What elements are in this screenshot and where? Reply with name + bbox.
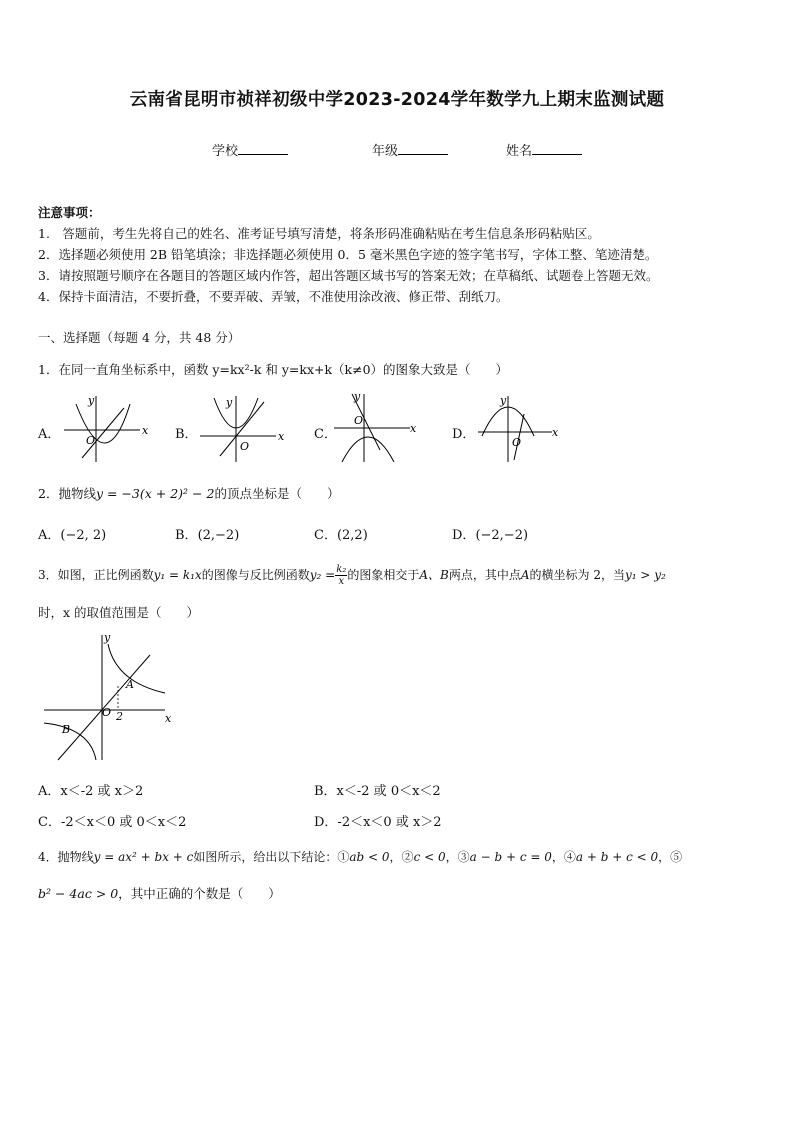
option-label: B． bbox=[175, 528, 198, 543]
q2-stem-post: 的顶点坐标是（ ） bbox=[214, 486, 340, 501]
q3-stem-e: 的横坐标为 2，当 bbox=[529, 568, 625, 582]
q4-sep2: ，② bbox=[389, 850, 414, 864]
notice-heading: 注意事项： bbox=[38, 205, 101, 220]
school-field[interactable] bbox=[212, 140, 288, 159]
tick-2-label: 2 bbox=[116, 710, 123, 723]
q1-option-a-label: A． bbox=[38, 427, 61, 442]
origin-label: O bbox=[354, 414, 364, 427]
x-label: x bbox=[142, 424, 149, 437]
x-label: x bbox=[278, 430, 285, 443]
question-3-stem-line2: 时，x 的取值范围是（ ） bbox=[38, 605, 200, 620]
q3-f2-lhs: y₂ = bbox=[309, 568, 336, 582]
q1-graph-a bbox=[60, 392, 150, 464]
y-label: y bbox=[354, 390, 361, 403]
option-value: (2,−2) bbox=[197, 528, 240, 543]
q4-sep4: ，④ bbox=[551, 850, 576, 864]
question-4-stem-line2 bbox=[38, 884, 281, 902]
origin-label: O bbox=[512, 436, 522, 449]
q4-c4: a + b + c < 0 bbox=[575, 850, 659, 864]
q4-sep5: ，⑤ bbox=[658, 850, 683, 864]
section-heading: 一、选择题（每题 4 分，共 48 分） bbox=[38, 330, 241, 345]
option-label: C． bbox=[314, 528, 337, 543]
q3-pts: A、B bbox=[419, 568, 449, 582]
q2-option-a bbox=[38, 524, 106, 543]
origin-label: O bbox=[102, 706, 112, 719]
q2-stem-pre: 2．抛物线 bbox=[38, 486, 96, 501]
q1-option-b-label: B． bbox=[175, 427, 198, 442]
q2-option-c bbox=[314, 524, 368, 543]
q1-option-c-label: C． bbox=[314, 427, 337, 442]
point-b-label: B bbox=[62, 723, 71, 736]
option-value: (−2,−2) bbox=[475, 528, 529, 543]
q3-option-d: D．-2＜x＜0 或 x＞2 bbox=[314, 815, 442, 830]
q4-c2: c < 0 bbox=[413, 850, 446, 864]
x-label: x bbox=[165, 712, 172, 725]
y-label: y bbox=[88, 394, 95, 407]
x-label: x bbox=[410, 422, 417, 435]
q3-pt-a: A bbox=[520, 568, 530, 582]
q1-graph-b bbox=[196, 392, 291, 464]
q3-stem-a: 3．如图，正比例函数 bbox=[38, 568, 154, 582]
origin-label: O bbox=[240, 440, 250, 453]
grade-field[interactable] bbox=[372, 140, 448, 159]
q1-graph-c bbox=[330, 390, 425, 465]
q3-option-a: A．x＜-2 或 x＞2 bbox=[38, 784, 144, 799]
option-label: D． bbox=[452, 528, 476, 543]
q3-option-c: C．-2＜x＜0 或 0＜x＜2 bbox=[38, 815, 187, 830]
y-label: y bbox=[500, 394, 507, 407]
notice-item: 4．保持卡面清洁，不要折叠，不要弄破、弄皱，不准使用涂改液、修正带、刮纸刀。 bbox=[38, 289, 509, 304]
name-blank bbox=[532, 142, 582, 155]
q2-formula: y = −3(x + 2)² − 2 bbox=[95, 486, 215, 501]
q2-option-d bbox=[452, 524, 528, 543]
q3-f1: y₁ = k₁x bbox=[153, 568, 202, 582]
question-4-stem bbox=[38, 848, 682, 865]
x-label: x bbox=[552, 426, 559, 439]
q3-stem-b: 的图像与反比例函数 bbox=[201, 568, 310, 582]
notice-item: 1. 答题前，考生先将自己的姓名、准考证号填写清楚，将条形码准确粘贴在考生信息条形码粘贴区。 bbox=[38, 226, 600, 241]
q3-f2-den: x bbox=[338, 576, 345, 587]
name-field[interactable] bbox=[506, 140, 582, 159]
hyperbola-right bbox=[108, 644, 165, 693]
option-value: (2,2) bbox=[336, 528, 368, 543]
q4-formula: y = ax² + bx + c bbox=[93, 850, 194, 864]
origin-label: O bbox=[86, 434, 96, 447]
question-2-stem bbox=[38, 484, 339, 502]
option-label: A． bbox=[38, 528, 61, 543]
school-label: 学校 bbox=[212, 144, 239, 159]
q3-stem-d: 两点，其中点 bbox=[448, 568, 521, 582]
y-label: y bbox=[104, 631, 111, 644]
point-a-label: A bbox=[126, 678, 134, 691]
grade-label: 年级 bbox=[372, 144, 399, 159]
q4-stem-pre: 4．抛物线 bbox=[38, 850, 94, 864]
option-value: (−2, 2) bbox=[60, 528, 107, 543]
q4-c3: a − b + c = 0 bbox=[469, 850, 552, 864]
school-blank bbox=[238, 142, 288, 155]
q4-sep3: ，③ bbox=[445, 850, 470, 864]
q3-option-b: B．x＜-2 或 0＜x＜2 bbox=[314, 784, 441, 799]
q4-c5: b² − 4ac > 0 bbox=[38, 886, 119, 901]
q1-option-d-label: D． bbox=[452, 427, 476, 442]
notice-item: 2．选择题必须使用 2B 铅笔填涂；非选择题必须使用 0．5 毫米黑色字迹的签字笔书写，字体工整、笔迹清楚。 bbox=[38, 247, 658, 262]
grade-blank bbox=[398, 142, 448, 155]
q3-f2-num: k₂ bbox=[336, 564, 347, 575]
name-label: 姓名 bbox=[506, 144, 533, 159]
q3-f2-fraction bbox=[335, 564, 347, 587]
q3-cond: y₁ > y₂ bbox=[624, 568, 666, 582]
notice-item: 3．请按照题号顺序在各题目的答题区域内作答，超出答题区域书写的答案无效；在草稿纸、试题卷上答题无效。 bbox=[38, 268, 659, 283]
question-1-stem: 1．在同一直角坐标系中，函数 y=kx²-k 和 y=kx+k（k≠0）的图象大致是（ ） bbox=[38, 362, 509, 377]
q4-c1: ab < 0 bbox=[349, 850, 390, 864]
y-label: y bbox=[226, 396, 233, 409]
q1-graph-d bbox=[474, 392, 564, 464]
parabola bbox=[342, 437, 394, 462]
q3-stem-c: 的图象相交于 bbox=[347, 568, 420, 582]
q2-option-b bbox=[175, 524, 239, 543]
q4-stem-end: ，其中正确的个数是（ ） bbox=[118, 886, 281, 901]
q4-stem-mid: 如图所示，给出以下结论：① bbox=[193, 850, 350, 864]
q3-figure bbox=[40, 630, 180, 765]
question-3-stem bbox=[38, 564, 666, 587]
page-title: 云南省昆明市祯祥初级中学2023-2024学年数学九上期末监测试题 bbox=[129, 90, 665, 110]
